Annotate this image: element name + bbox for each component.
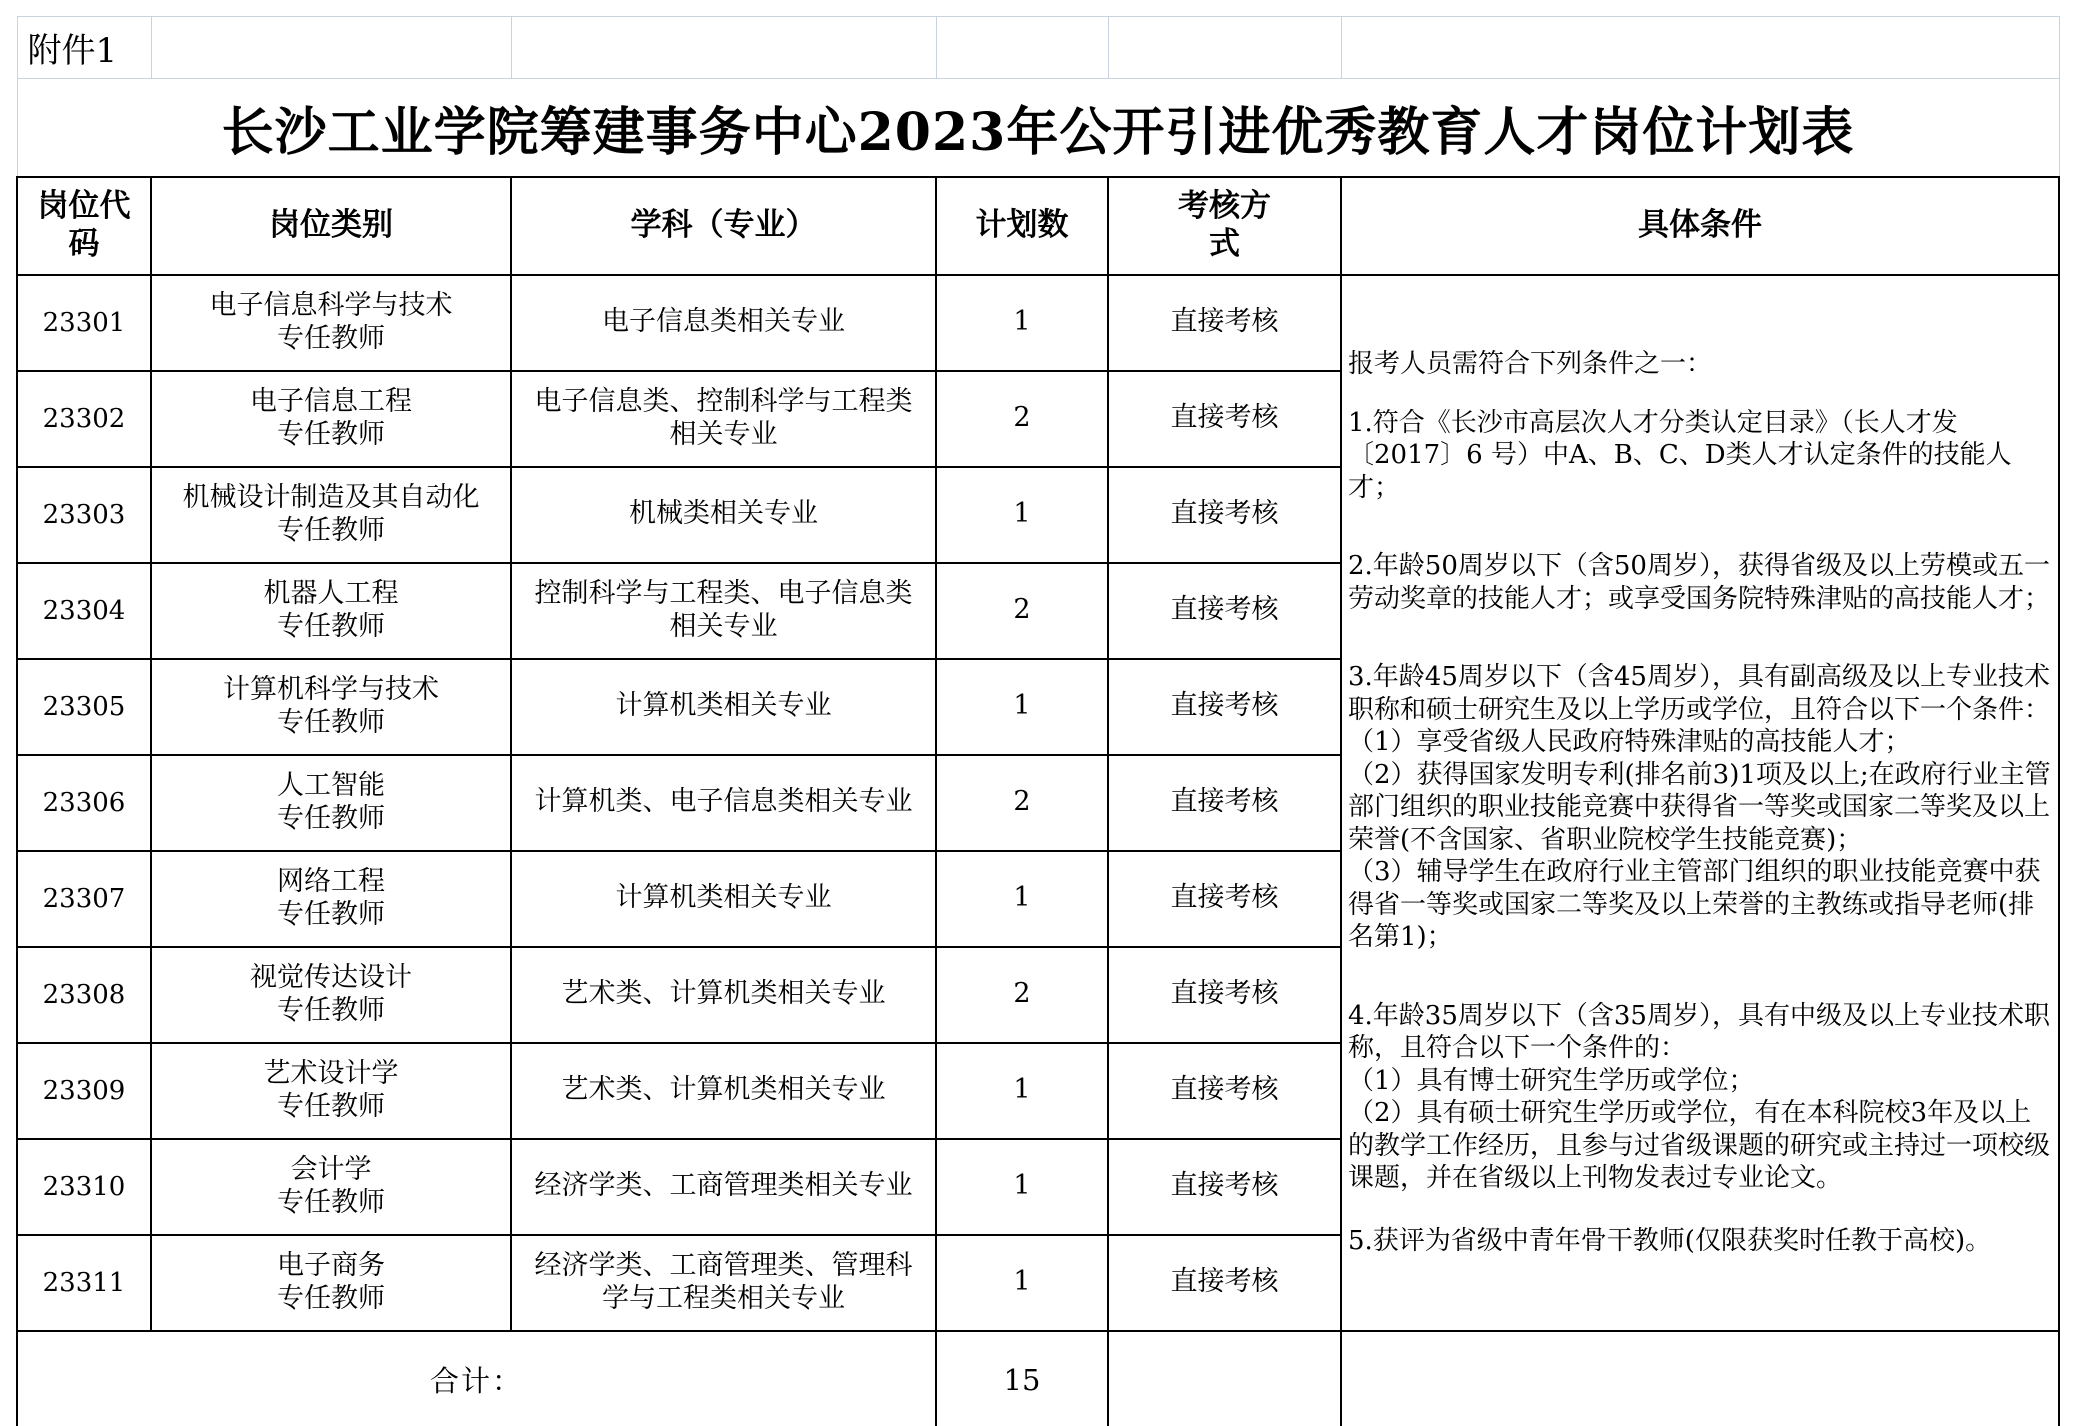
- position-category[interactable]: [151, 563, 511, 659]
- position-category[interactable]: [151, 1139, 511, 1235]
- empty-cell[interactable]: [1341, 1331, 2059, 1426]
- assessment-method[interactable]: 直接考核: [1108, 755, 1341, 851]
- plan-count[interactable]: 2: [936, 947, 1108, 1043]
- assessment-method[interactable]: 直接考核: [1108, 1235, 1341, 1331]
- annex-row: [17, 17, 2059, 79]
- category-role: 专任教师: [277, 610, 385, 642]
- assessment-method[interactable]: 直接考核: [1108, 947, 1341, 1043]
- empty-cell[interactable]: [1108, 1331, 1341, 1426]
- position-code[interactable]: 23306: [17, 755, 151, 851]
- subject-cell[interactable]: 艺术类、计算机类相关专业: [511, 1043, 936, 1139]
- position-category[interactable]: [151, 1235, 511, 1331]
- category-role: 专任教师: [277, 898, 385, 930]
- condition-item-4-text: 4.年龄35周岁以下（含35周岁），具有中级及以上专业技术职称，且符合以下一个条件的：: [1348, 1000, 2050, 1063]
- plan-count[interactable]: 1: [936, 275, 1108, 371]
- position-category[interactable]: [151, 755, 511, 851]
- plan-count[interactable]: 2: [936, 371, 1108, 467]
- assessment-method[interactable]: 直接考核: [1108, 1043, 1341, 1139]
- category-name: 视觉传达设计: [250, 962, 412, 994]
- condition-item-3a: （1）享受省级人民政府特殊津贴的高技能人才；: [1348, 727, 1911, 757]
- plan-count[interactable]: 1: [936, 851, 1108, 947]
- position-category[interactable]: [151, 1043, 511, 1139]
- subject-cell[interactable]: 电子信息类相关专业: [511, 275, 936, 371]
- position-category[interactable]: [151, 275, 511, 371]
- position-code[interactable]: 23305: [17, 659, 151, 755]
- category-role: 专任教师: [277, 1090, 385, 1122]
- assessment-method[interactable]: 直接考核: [1108, 659, 1341, 755]
- category-role: 专任教师: [277, 418, 385, 450]
- annex-label[interactable]: 附件1: [17, 17, 151, 79]
- header-count[interactable]: 计划数: [936, 177, 1108, 275]
- category-name: 计算机科学与技术: [223, 674, 439, 706]
- plan-count[interactable]: 1: [936, 1139, 1108, 1235]
- empty-cell[interactable]: [511, 17, 936, 79]
- assessment-method[interactable]: 直接考核: [1108, 275, 1341, 371]
- category-name: 人工智能: [277, 770, 385, 802]
- category-name: 电子信息工程: [250, 386, 412, 418]
- position-category[interactable]: [151, 467, 511, 563]
- category-name: 机器人工程: [263, 578, 399, 610]
- subject-cell[interactable]: 经济学类、工商管理类、管理科学与工程类相关专业: [511, 1235, 936, 1331]
- assessment-method[interactable]: 直接考核: [1108, 371, 1341, 467]
- position-category[interactable]: [151, 371, 511, 467]
- condition-item-4a: （1）具有博士研究生学历或学位；: [1348, 1065, 1755, 1096]
- plan-count[interactable]: 2: [936, 755, 1108, 851]
- subject-cell[interactable]: 控制科学与工程类、电子信息类相关专业: [511, 563, 936, 659]
- category-name: 电子商务: [277, 1250, 385, 1282]
- position-category[interactable]: [151, 659, 511, 755]
- category-role: 专任教师: [277, 1186, 385, 1218]
- condition-item-4b: （2）具有硕士研究生学历或学位，有在本科院校3年及以上的教学工作经历，且参与过省级课题的研究或主持过一项校级课题，并在省级以上刊物发表过专业论文。: [1348, 1098, 2051, 1193]
- category-role: 专任教师: [277, 1282, 385, 1314]
- total-label[interactable]: 合计：: [17, 1331, 936, 1426]
- subject-cell[interactable]: 艺术类、计算机类相关专业: [511, 947, 936, 1043]
- position-code[interactable]: 23311: [17, 1235, 151, 1331]
- condition-item-1: 1.符合《长沙市高层次人才分类认定目录》（长人才发〔2017〕6 号）中A、B、C、D类人才认定条件的技能人才；: [1348, 407, 2012, 503]
- category-name: 网络工程: [277, 866, 385, 898]
- subject-cell[interactable]: 计算机类、电子信息类相关专业: [511, 755, 936, 851]
- condition-item-4: [1348, 1000, 2052, 1195]
- assessment-method[interactable]: 直接考核: [1108, 851, 1341, 947]
- condition-item-3b: （2）获得国家发明专利(排名前3)1项及以上;在政府行业主管部门组织的职业技能竞赛中获得省一等奖或国家二等奖及以上荣誉(不含国家、省职业院校学生技能竞赛)；: [1348, 759, 2051, 855]
- subject-cell[interactable]: 经济学类、工商管理类相关专业: [511, 1139, 936, 1235]
- plan-count[interactable]: 2: [936, 563, 1108, 659]
- spreadsheet: [16, 16, 2058, 1410]
- position-code[interactable]: 23303: [17, 467, 151, 563]
- category-role: 专任教师: [277, 322, 385, 354]
- plan-count[interactable]: 1: [936, 659, 1108, 755]
- plan-count[interactable]: 1: [936, 467, 1108, 563]
- position-category[interactable]: [151, 851, 511, 947]
- subject-cell[interactable]: 机械类相关专业: [511, 467, 936, 563]
- condition-item-3-text: 3.年龄45周岁以下（含45周岁），具有副高级及以上专业技术职称和硕士研究生及以上学历或学位，且符合以下一个条件：: [1348, 662, 2051, 725]
- total-row: [17, 1331, 2059, 1426]
- header-method[interactable]: 考核方式: [1108, 177, 1341, 275]
- position-code[interactable]: 23309: [17, 1043, 151, 1139]
- header-conditions[interactable]: 具体条件: [1341, 177, 2059, 275]
- empty-cell[interactable]: [151, 17, 511, 79]
- plan-count[interactable]: 1: [936, 1043, 1108, 1139]
- position-plan-table: [16, 16, 2060, 1426]
- condition-item-3c: （3）辅导学生在政府行业主管部门组织的职业技能竞赛中获得省一等奖或国家二等奖及以上荣誉的主教练或指导老师(排名第1)；: [1348, 857, 2041, 952]
- header-subject[interactable]: 学科（专业）: [511, 177, 936, 275]
- position-code[interactable]: 23301: [17, 275, 151, 371]
- assessment-method[interactable]: 直接考核: [1108, 563, 1341, 659]
- position-category[interactable]: [151, 947, 511, 1043]
- assessment-method[interactable]: 直接考核: [1108, 467, 1341, 563]
- category-role: 专任教师: [277, 706, 385, 738]
- position-code[interactable]: 23302: [17, 371, 151, 467]
- condition-item-5: 5.获评为省级中青年骨干教师(仅限获奖时任教于高校)。: [1348, 1225, 1992, 1256]
- category-role: 专任教师: [277, 994, 385, 1026]
- category-name: 艺术设计学: [263, 1058, 399, 1090]
- total-count[interactable]: 15: [936, 1331, 1108, 1426]
- empty-cell[interactable]: [1108, 17, 1341, 79]
- condition-item-3: [1348, 661, 2052, 954]
- empty-cell[interactable]: [936, 17, 1108, 79]
- table-row: [17, 275, 2059, 371]
- conditions-intro: 报考人员需符合下列条件之一：: [1348, 349, 1713, 379]
- subject-cell[interactable]: 电子信息类、控制科学与工程类相关专业: [511, 371, 936, 467]
- page-title[interactable]: 长沙工业学院筹建事务中心2023年公开引进优秀教育人才岗位计划表: [17, 79, 2059, 177]
- condition-item-2: 2.年龄50周岁以下（含50周岁），获得省级及以上劳模或五一劳动奖章的技能人才；或享受国务院特殊津贴的高技能人才；: [1348, 551, 2051, 614]
- category-name: 电子信息科学与技术: [209, 290, 453, 322]
- conditions-cell[interactable]: [1341, 275, 2059, 1331]
- position-code[interactable]: 23304: [17, 563, 151, 659]
- category-role: 专任教师: [277, 514, 385, 546]
- position-code[interactable]: 23307: [17, 851, 151, 947]
- subject-cell[interactable]: 计算机类相关专业: [511, 659, 936, 755]
- header-code[interactable]: 岗位代码: [17, 177, 151, 275]
- header-row: [17, 177, 2059, 275]
- empty-cell[interactable]: [1341, 17, 2059, 79]
- plan-count[interactable]: 1: [936, 1235, 1108, 1331]
- category-role: 专任教师: [277, 802, 385, 834]
- position-code[interactable]: 23310: [17, 1139, 151, 1235]
- category-name: 机械设计制造及其自动化: [182, 482, 480, 514]
- title-row: [17, 79, 2059, 177]
- assessment-method[interactable]: 直接考核: [1108, 1139, 1341, 1235]
- subject-cell[interactable]: 计算机类相关专业: [511, 851, 936, 947]
- header-category[interactable]: 岗位类别: [151, 177, 511, 275]
- category-name: 会计学: [290, 1154, 372, 1186]
- position-code[interactable]: 23308: [17, 947, 151, 1043]
